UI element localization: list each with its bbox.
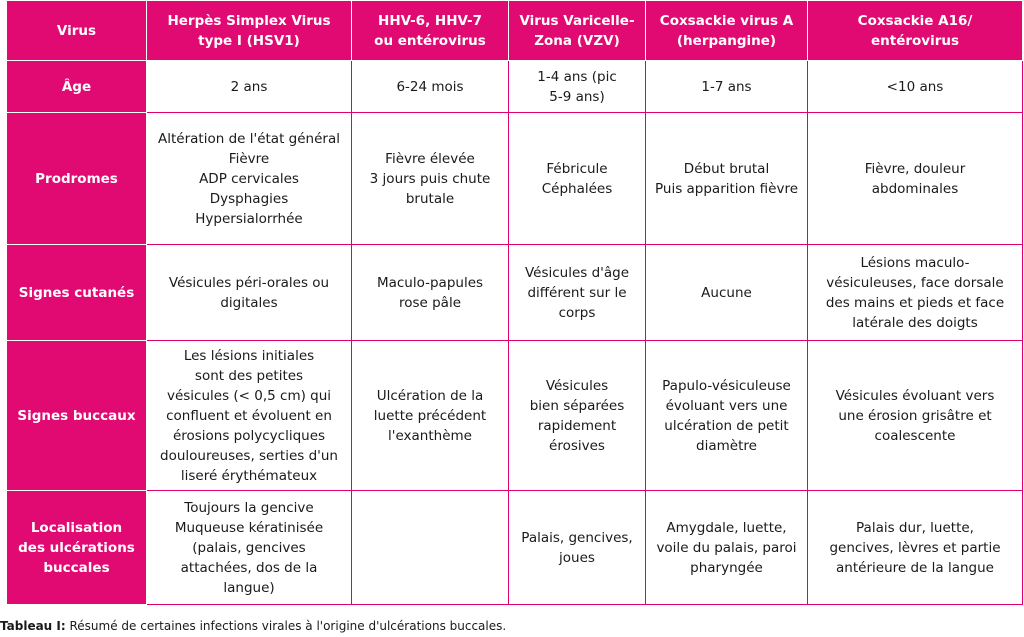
table-cell: Palais dur, luette, gencives, lèvres et partie antérieure de la langue xyxy=(808,491,1023,605)
table-cell: Fébricule Céphalées xyxy=(509,113,646,245)
table-cell: 6-24 mois xyxy=(352,61,509,113)
table-cell: Fièvre, douleur abdominales xyxy=(808,113,1023,245)
table-cell: Toujours la gencive Muqueuse kératinisée (palais, gencives attachées, dos de la langue) xyxy=(147,491,352,605)
table-row xyxy=(7,61,1023,113)
row-header: Signes cutanés xyxy=(7,245,147,341)
row-header: Localisation des ulcérations buccales xyxy=(7,491,147,605)
table-cell: <10 ans xyxy=(808,61,1023,113)
table-row xyxy=(7,245,1023,341)
corner-cell: Virus xyxy=(7,1,147,61)
table-row xyxy=(7,491,1023,605)
table-row xyxy=(7,113,1023,245)
column-header: Coxsackie virus A (herpangine) xyxy=(646,1,808,61)
header-row xyxy=(7,1,1023,61)
table-cell: Amygdale, luette, voile du palais, paroi pharyngée xyxy=(646,491,808,605)
table-row xyxy=(7,341,1023,491)
table-cell: Fièvre élevée 3 jours puis chute brutale xyxy=(352,113,509,245)
table-cell: Lésions maculo- vésiculeuses, face dorsale des mains et pieds et face latérale des doigts xyxy=(808,245,1023,341)
table-cell xyxy=(352,491,509,605)
table-cell: Ulcération de la luette précédent l'exanthème xyxy=(352,341,509,491)
table-cell: Vésicules péri-orales ou digitales xyxy=(147,245,352,341)
table-cell: Début brutal Puis apparition fièvre xyxy=(646,113,808,245)
virus-table xyxy=(6,0,1023,605)
table-cell: Les lésions initiales sont des petites vésicules (< 0,5 cm) qui confluent et évoluent en érosions polycycliques douloureuses, serties d'un liseré érythémateux xyxy=(147,341,352,491)
table-caption xyxy=(0,619,506,633)
column-header: Herpès Simplex Virus type I (HSV1) xyxy=(147,1,352,61)
column-header: Coxsackie A16/ entérovirus xyxy=(808,1,1023,61)
table-cell: Palais, gencives, joues xyxy=(509,491,646,605)
table-cell: Aucune xyxy=(646,245,808,341)
row-header: Prodromes xyxy=(7,113,147,245)
caption-label: Tableau I: xyxy=(0,619,66,633)
row-header: Âge xyxy=(7,61,147,113)
column-header: Virus Varicelle- Zona (VZV) xyxy=(509,1,646,61)
caption-text: Résumé de certaines infections virales à l'origine d'ulcérations buccales. xyxy=(65,619,507,633)
table-cell: Vésicules évoluant vers une érosion grisâtre et coalescente xyxy=(808,341,1023,491)
table-cell: Papulo-vésiculeuse évoluant vers une ulcération de petit diamètre xyxy=(646,341,808,491)
column-header: HHV-6, HHV-7 ou entérovirus xyxy=(352,1,509,61)
table-cell: 1-7 ans xyxy=(646,61,808,113)
table-cell: 1-4 ans (pic 5-9 ans) xyxy=(509,61,646,113)
table-cell: Vésicules d'âge différent sur le corps xyxy=(509,245,646,341)
table-cell: Maculo-papules rose pâle xyxy=(352,245,509,341)
row-header: Signes buccaux xyxy=(7,341,147,491)
table-cell: Vésicules bien séparées rapidement érosives xyxy=(509,341,646,491)
table-cell: Altération de l'état général Fièvre ADP cervicales Dysphagies Hypersialorrhée xyxy=(147,113,352,245)
table-cell: 2 ans xyxy=(147,61,352,113)
